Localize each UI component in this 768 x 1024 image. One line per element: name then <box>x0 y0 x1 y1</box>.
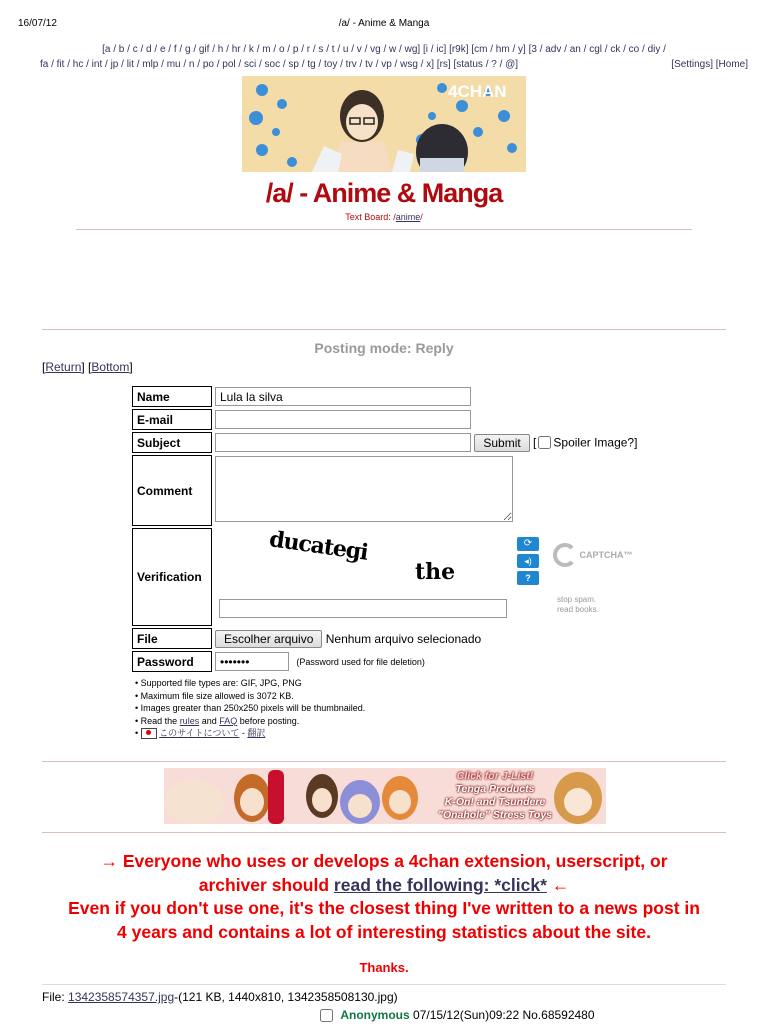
board-separator: / <box>490 44 496 55</box>
board-separator: / <box>364 44 371 55</box>
recaptcha-arrow-icon <box>553 543 577 567</box>
rule-read-prefix: • Read the <box>135 715 180 726</box>
rule-thumbnail: • Images greater than 250x250 pixels will be thumbnailed. <box>135 703 366 713</box>
board-link[interactable]: [i <box>422 44 431 55</box>
recaptcha-tagline <box>557 595 599 615</box>
board-link[interactable]: b <box>118 44 128 55</box>
board-separator: / <box>399 44 405 55</box>
announcement-line-1: → Everyone who uses or develops a 4chan extension, userscript, or <box>100 851 668 871</box>
board-link[interactable]: e <box>159 44 169 55</box>
announcement-thanks: Thanks. <box>359 960 409 975</box>
board-link[interactable]: w <box>389 44 400 55</box>
recaptcha-logo <box>553 543 633 567</box>
textboard-anime-link[interactable]: anime <box>395 212 421 222</box>
board-separator: / <box>583 44 590 55</box>
file-status: Nenhum arquivo selecionado <box>325 631 482 646</box>
return-link[interactable]: Return <box>45 360 82 374</box>
recaptcha-tagline-1: stop spam. <box>557 595 597 604</box>
ad-line-3: K-On! and Tsundere <box>444 796 546 808</box>
posting-mode-banner: Posting mode: Reply <box>314 340 454 356</box>
announcement-line-2-prefix: archiver should <box>198 874 334 895</box>
ad-line-4: "Onahole" Stress Toys <box>437 809 553 821</box>
rule-read-suffix: before posting. <box>237 715 300 726</box>
board-separator: / <box>287 44 293 55</box>
board-link[interactable]: hm <box>495 44 513 55</box>
board-separator: / <box>154 44 160 55</box>
op-file-link[interactable]: 1342358574357.jpg <box>68 990 175 1004</box>
board-link[interactable]: r <box>306 44 313 55</box>
board-link[interactable]: f <box>173 44 180 55</box>
board-separator: / <box>273 44 279 55</box>
divider-ad-top <box>42 761 726 762</box>
board-link[interactable]: h <box>217 44 227 55</box>
file-label: File <box>132 628 212 649</box>
board-separator: / <box>226 44 232 55</box>
board-separator: / <box>564 44 570 55</box>
rule-file-types: • Supported file types are: GIF, JPG, PNG <box>135 678 302 688</box>
email-label: E-mail <box>132 409 212 430</box>
posting-rules <box>135 677 365 740</box>
translation-link-jp[interactable]: 翻訳 <box>247 728 266 738</box>
board-banner <box>242 76 526 172</box>
board-link[interactable]: k <box>248 44 257 55</box>
recaptcha-brand: CAPTCHA™ <box>579 550 633 560</box>
refresh-icon[interactable]: ⟳ <box>517 537 539 551</box>
board-separator: / <box>312 44 319 55</box>
op-post-header <box>320 1008 595 1022</box>
board-separator: / <box>663 44 666 55</box>
jlist-advertisement[interactable] <box>164 768 606 824</box>
divider-top <box>76 229 692 230</box>
password-input[interactable] <box>215 652 289 671</box>
verification-label: Verification <box>132 528 212 626</box>
comment-label: Comment <box>132 455 212 526</box>
subject-input[interactable] <box>215 433 471 452</box>
board-separator: / <box>623 44 629 55</box>
ad-text <box>420 770 570 822</box>
ad-line-2: Tenga Products <box>455 783 535 795</box>
op-file-meta: -(121 KB, 1440x810, 1342358508130.jpg) <box>174 990 398 1004</box>
board-link[interactable]: y] <box>518 44 529 55</box>
thread-nav: [Return] [Bottom] <box>42 360 133 374</box>
board-link[interactable]: [3 <box>528 44 540 55</box>
board-link[interactable]: [cm <box>471 44 491 55</box>
password-label: Password <box>132 651 212 672</box>
board-link[interactable]: wg] <box>404 44 423 55</box>
board-link[interactable]: [a <box>102 44 114 55</box>
board-separator: / <box>179 44 185 55</box>
submit-button[interactable]: Submit <box>474 434 529 452</box>
board-link[interactable]: [r9k] <box>449 44 472 55</box>
announcement-line-4: 4 years and contains a lot of interesting statistics about the site. <box>117 921 651 942</box>
board-separator: / <box>512 44 518 55</box>
board-link[interactable]: hr <box>231 44 244 55</box>
choose-file-button[interactable]: Escolher arquivo <box>215 630 322 648</box>
board-separator: / <box>256 44 263 55</box>
board-link[interactable]: gif <box>198 44 213 55</box>
board-link[interactable]: d <box>146 44 155 55</box>
help-icon[interactable]: ? <box>517 571 539 585</box>
name-label: Name <box>132 386 212 407</box>
rule-file-size: • Maximum file size allowed is 3072 KB. <box>135 690 294 701</box>
announcement-link[interactable]: read the following: *click* <box>333 874 547 895</box>
board-separator: / <box>337 44 343 55</box>
board-link[interactable]: an <box>569 44 584 55</box>
rule-read-links <box>135 715 365 728</box>
post-select-checkbox[interactable] <box>320 1009 333 1022</box>
op-file-info <box>42 990 398 1004</box>
board-link[interactable]: g <box>184 44 194 55</box>
board-separator: / <box>383 44 390 55</box>
board-separator: / <box>168 44 174 55</box>
board-separator: / <box>127 44 133 55</box>
board-separator: / <box>212 44 218 55</box>
about-site-link-jp[interactable]: このサイトについて <box>159 728 240 738</box>
board-link[interactable]: m <box>262 44 274 55</box>
post-form: Name Lula la silva E-mail Subject Submit [ Spoiler Image?] Comment Verification ducategi the ⟳ ◂) ? CAPTCHA™ stop spam. read books. File Escolher arquivo Nenhum arquivo selecionado Password ••••••• (Password used for file deletion) <box>130 384 640 674</box>
recaptcha-tagline-2: read books. <box>557 605 599 614</box>
board-title: /a/ - Anime & Manga <box>265 178 503 208</box>
announcement <box>20 850 748 944</box>
textboard-suffix: / <box>420 212 423 222</box>
captcha-word-2: the <box>415 559 456 585</box>
name-input[interactable] <box>215 387 471 406</box>
board-link[interactable]: u <box>342 44 352 55</box>
rule-jp-sep: - <box>239 728 248 738</box>
textboard-prefix: Text Board: / <box>345 212 396 222</box>
settings-home-links[interactable]: [Settings] [Home] <box>671 59 748 70</box>
announcement-line-2-suffix: ← <box>546 874 570 895</box>
page-title: /a/ - Anime & Manga <box>338 18 430 29</box>
board-separator: / <box>326 44 332 55</box>
board-link[interactable]: c <box>132 44 141 55</box>
divider-post <box>42 984 726 985</box>
board-separator: / <box>140 44 147 55</box>
divider-mid <box>42 329 726 330</box>
captcha-controls <box>517 537 539 585</box>
board-separator: / <box>113 44 119 55</box>
audio-icon[interactable]: ◂) <box>517 554 539 568</box>
captcha-image <box>219 526 509 587</box>
captcha-response-input[interactable] <box>219 599 507 618</box>
spoiler-label: Spoiler Image?] <box>553 435 638 450</box>
board-separator: / <box>351 44 357 55</box>
password-hint: (Password used for file deletion) <box>296 656 425 667</box>
page-date: 16/07/12 <box>18 18 57 29</box>
divider-ad-bottom <box>42 832 726 833</box>
captcha-word-1: ducategi <box>267 526 370 566</box>
textboard-link <box>0 212 768 222</box>
board-separator: / <box>539 44 546 55</box>
board-link[interactable]: o <box>278 44 288 55</box>
board-list-line1 <box>20 42 748 57</box>
comment-textarea[interactable] <box>215 456 513 522</box>
board-separator: / <box>604 44 611 55</box>
board-separator: / <box>642 44 648 55</box>
board-separator: / <box>243 44 249 55</box>
rules-link[interactable]: rules <box>179 715 200 726</box>
subject-label: Subject <box>132 432 212 453</box>
board-link[interactable]: t <box>331 44 338 55</box>
board-link[interactable]: p <box>292 44 302 55</box>
board-link[interactable]: cgl <box>589 44 605 55</box>
board-separator: / <box>301 44 307 55</box>
board-link[interactable]: ic] <box>436 44 450 55</box>
bottom-link[interactable]: Bottom <box>91 360 130 374</box>
email-input[interactable] <box>215 410 471 429</box>
board-navigation <box>20 42 748 72</box>
announcement-line-2 <box>20 874 748 898</box>
board-separator: / <box>193 44 199 55</box>
banner-text: 4CHAN <box>448 82 507 101</box>
board-link[interactable]: adv <box>545 44 565 55</box>
board-link[interactable]: vg <box>370 44 384 55</box>
rule-japanese-links: • このサイトについて - 翻訳 <box>135 728 266 738</box>
board-separator: / <box>430 44 437 55</box>
post-number[interactable]: No.68592480 <box>522 1008 595 1022</box>
poster-name: Anonymous <box>340 1008 410 1022</box>
faq-link[interactable]: FAQ <box>219 715 238 726</box>
japan-flag-icon <box>141 728 157 739</box>
board-link[interactable]: v <box>356 44 365 55</box>
file-prefix: File: <box>42 990 69 1004</box>
board-link[interactable]: ck <box>610 44 624 55</box>
rule-read-and: and <box>199 715 220 726</box>
board-list-line2 <box>20 57 748 72</box>
ad-line-1: Click for J-List! <box>456 770 534 782</box>
board-link[interactable]: diy <box>647 44 664 55</box>
post-date: 07/15/12(Sun)09:22 <box>413 1008 520 1022</box>
board-link[interactable]: s <box>318 44 327 55</box>
announcement-line-3: Even if you don't use one, it's the closest thing I've written to a news post in <box>68 898 700 918</box>
board-link[interactable]: co <box>628 44 642 55</box>
board-list-line2-left[interactable]: fa / fit / hc / int / jp / lit / mlp / mu / n / po / pol / sci / soc / sp / tg / toy / trv / tv / vp / wsg / x] [rs] [status / ? / @] <box>40 59 519 70</box>
spoiler-checkbox[interactable] <box>538 436 551 449</box>
